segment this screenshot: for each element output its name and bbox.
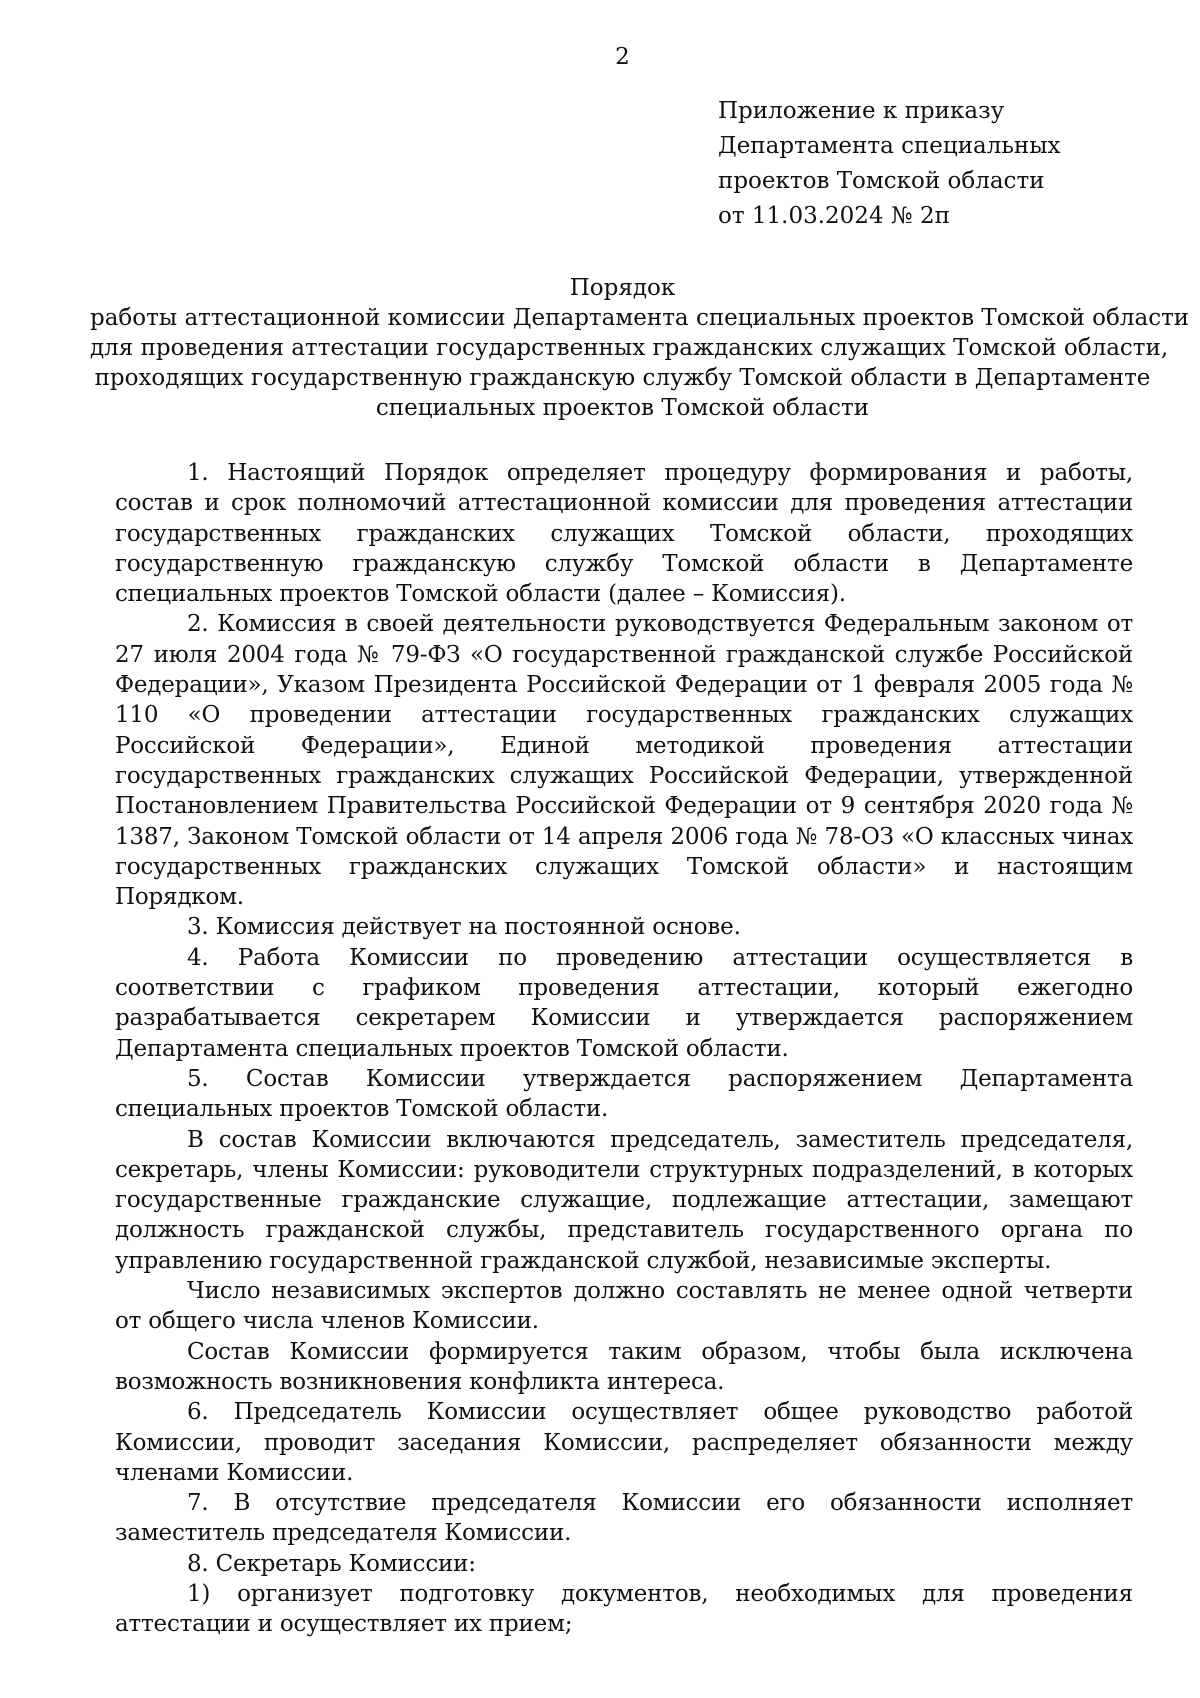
paragraph-8-item-1: 1) организует подготовку документов, необходимых для проведения аттестации и осуществляет их прием; (115, 1580, 1133, 1638)
paragraph-1: 1. Настоящий Порядок определяет процедуру формирования и работы, состав и срок полномочий аттестационной комиссии для проведения аттестации государственных гражданских служащих Томской области, проходящих государственную гражданскую службу Томской области в Департаменте специальных проектов Томской области (далее – Комиссия). (115, 460, 1133, 608)
appendix-line: от 11.03.2024 № 2п (718, 203, 950, 229)
page-number: 2 (615, 44, 630, 70)
paragraph-5-conflict: Состав Комиссии формируется таким образом, чтобы была исключена возможность возникновения конфликта интереса. (115, 1338, 1133, 1395)
title-line: специальных проектов Томской области (375, 395, 870, 421)
title-heading: Порядок (569, 275, 676, 301)
paragraph-6: 6. Председатель Комиссии осуществляет общее руководство работой Комиссии, проводит заседания Комиссии, распределяет обязанности между членами Комиссии. (115, 1399, 1133, 1486)
paragraph-5-composition: В состав Комиссии включаются председатель, заместитель председателя, секретарь, члены Комиссии: руководители структурных подразделений, в которых государственные гражданские служащие, подлежащие аттестации, замещают должность гражданской службы, представитель государственного органа по управлению государственной гражданской службой, независимые эксперты. (115, 1126, 1133, 1274)
appendix-line: проектов Томской области (718, 168, 1045, 194)
paragraph-5: 5. Состав Комиссии утверждается распоряжением Департамента специальных проектов Томской области. (115, 1065, 1133, 1123)
document-body (115, 458, 1133, 1640)
title-line: работы аттестационной комиссии Департамента специальных проектов Томской области (90, 305, 1190, 331)
paragraph-7: 7. В отсутствие председателя Комиссии его обязанности исполняет заместитель председателя Комиссии. (115, 1490, 1133, 1547)
paragraph-4: 4. Работа Комиссии по проведению аттестации осуществляется в соответствии с графиком проведения аттестации, который ежегодно разрабатывается секретарем Комиссии и утверждается распоряжением Департамента специальных проектов Томской области. (115, 944, 1133, 1062)
paragraph-3: 3. Комиссия действует на постоянной основе. (187, 914, 741, 941)
paragraph-2: 2. Комиссия в своей деятельности руководствуется Федеральным законом от 27 июля 2004 года № 79-ФЗ «О государственной гражданской службе Российской Федерации», Указом Президента Российской Федерации от 1 февраля 2005 года № 110 «О проведении аттестации государственных гражданских служащих Российской Федерации», Единой методикой проведения аттестации государственных гражданских служащих Российской Федерации, утвержденной Постановлением Правительства Российской Федерации от 9 сентября 2020 года № 1387, Законом Томской области от 14 апреля 2006 года № 78-ОЗ «О классных чинах государственных гражданских служащих Томской области» и настоящим Порядком. (115, 611, 1133, 911)
title-line: проходящих государственную гражданскую службу Томской области в Департаменте (94, 365, 1151, 391)
document-title (90, 273, 1190, 423)
paragraph-8: 8. Секретарь Комиссии: (187, 1550, 476, 1577)
appendix-line: Департамента специальных (718, 133, 1061, 159)
paragraph-5-experts: Число независимых экспертов должно составлять не менее одной четверти от общего числа членов Комиссии. (115, 1278, 1133, 1335)
appendix-block (718, 94, 1060, 234)
appendix-line: Приложение к приказу (718, 98, 1005, 124)
title-line: для проведения аттестации государственных гражданских служащих Томской области, (90, 335, 1169, 361)
